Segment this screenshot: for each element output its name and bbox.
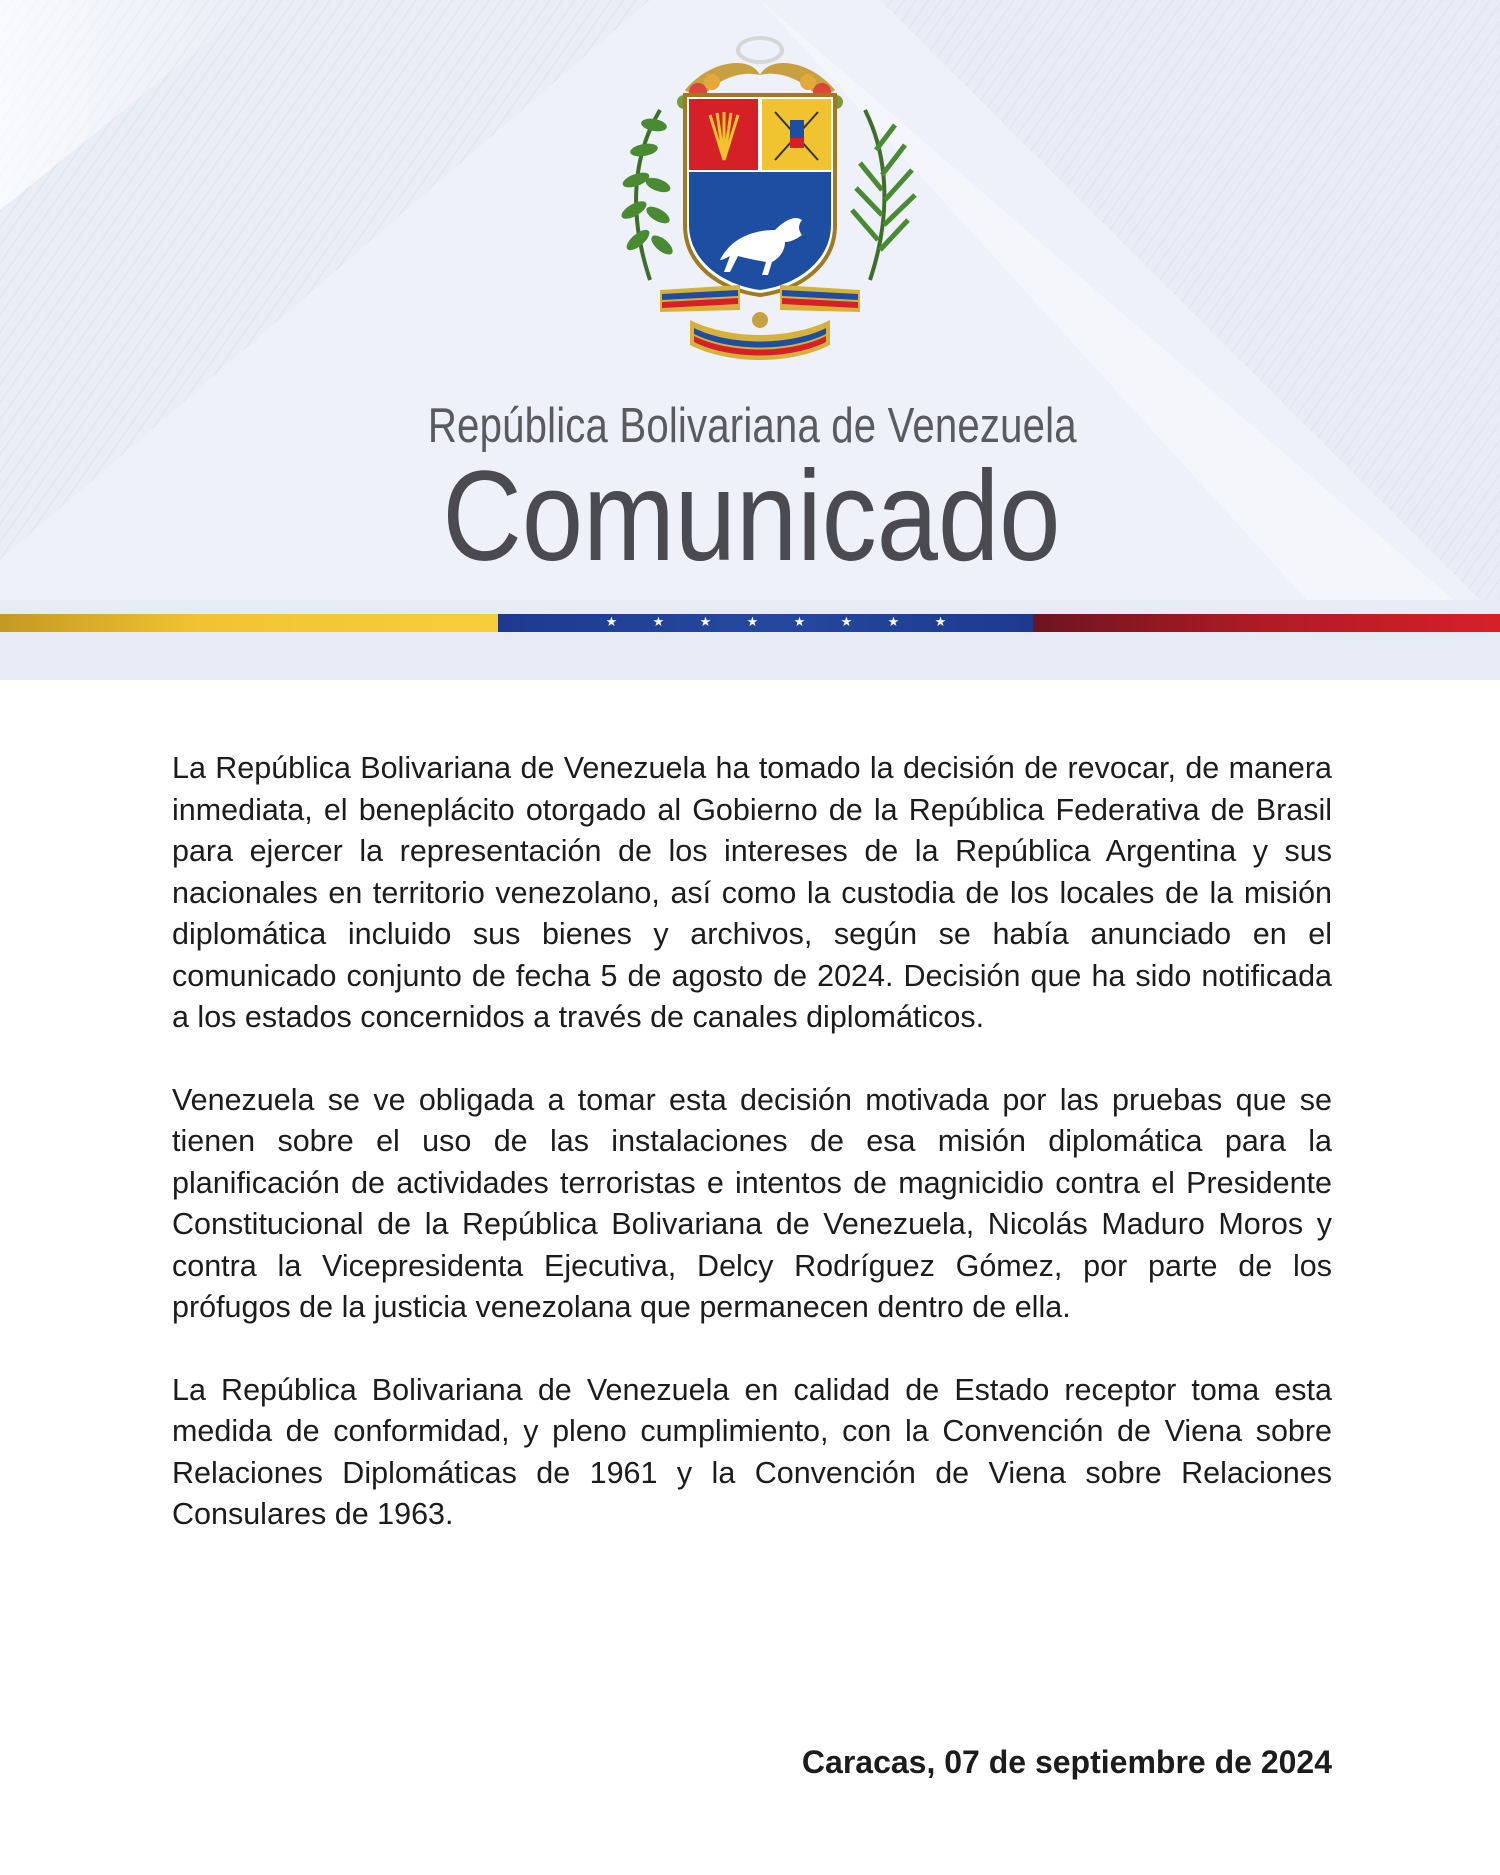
dateline: Caracas, 07 de septiembre de 2024 [801, 1744, 1332, 1780]
body-paragraph: La República Bolivariana de Venezuela en calidad de Estado receptor toma esta medida de conformidad, y pleno cumplimiento, con la Convención de Viena sobre Relaciones Diplomáticas de 1961 y la Convención de Viena sobre Relaciones Consulares de 1963. [172, 1372, 1332, 1531]
star-icon: ★ [887, 615, 900, 630]
flag-stripe [0, 614, 1500, 632]
stars-row [588, 614, 964, 632]
body-paragraph: Venezuela se ve obligada a tomar esta decisión motivada por las pruebas que se tienen sobre el uso de las instalaciones de esa misión diplomática para la planificación de actividades terroristas e intentos de magnicidio contra el Presidente Constitucional de la República Bolivariana de Venezuela, Nicolás Maduro Moros y contra la Vicepresidenta Ejecutiva, Delcy Rodríguez Gómez, por parte de los prófugos de la justicia venezolana que permanecen dentro de ella. [172, 1082, 1332, 1324]
star-icon: ★ [840, 615, 853, 630]
communique-header [0, 0, 1500, 680]
star-icon: ★ [652, 615, 665, 630]
page-title: Comunicado [442, 445, 1061, 588]
venezuela-coat-of-arms-icon [590, 20, 930, 390]
communique-body [172, 748, 1332, 1577]
star-icon: ★ [605, 615, 618, 630]
flag-stripe-red [1033, 614, 1500, 632]
flag-stripe-yellow [0, 614, 498, 632]
star-icon: ★ [793, 615, 806, 630]
body-paragraph: La República Bolivariana de Venezuela ha tomado la decisión de revocar, de manera inmediata, el beneplácito otorgado al Gobierno de la República Federativa de Brasil para ejercer la representación de los intereses de la República Argentina y sus nacionales en territorio venezolano, así como la custodia de los locales de la misión diplomática incluido sus bienes y archivos, según se había anunciado en el comunicado conjunto de fecha 5 de agosto de 2024. Decisión que ha sido notificada a los estados concernidos a través de canales diplomáticos. [172, 751, 1332, 1034]
star-icon: ★ [699, 615, 712, 630]
country-name: República Bolivariana de Venezuela [427, 399, 1077, 453]
star-icon: ★ [746, 615, 759, 630]
star-icon: ★ [934, 615, 947, 630]
flag-stripe-blue [498, 614, 1033, 632]
